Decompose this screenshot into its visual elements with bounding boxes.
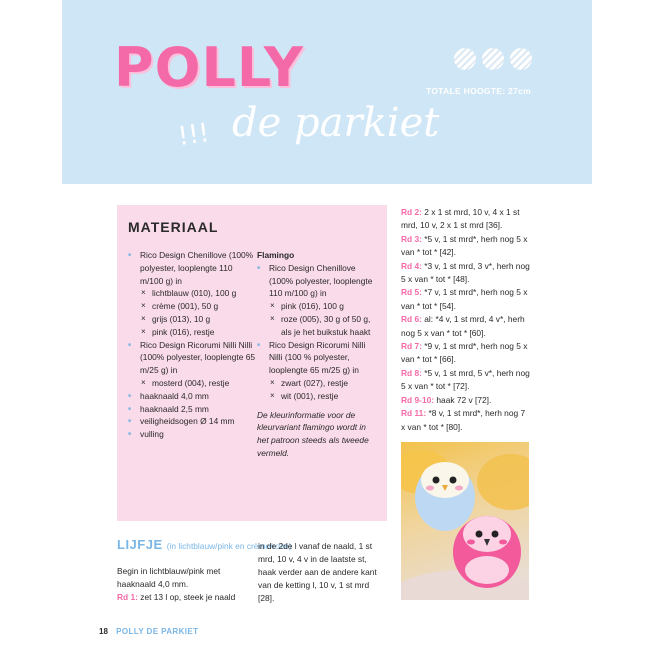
lijfje-continued: in de 2de l vanaf de naald, 1 st mrd, 10 v, 4 v in de laatste st, haak verder aan de andere kant van de ketting l, 10 v, 1 st mrd [28]. bbox=[258, 541, 377, 603]
material-subitem: × mosterd (004), restje bbox=[128, 377, 258, 390]
step-label: Rd 3: bbox=[401, 233, 422, 244]
lijfje-rd1 bbox=[117, 591, 247, 604]
material-subitem: × pink (016), 100 g bbox=[257, 300, 379, 313]
total-height-label: TOTALE HOOGTE: 27cm bbox=[426, 86, 532, 96]
material-box bbox=[117, 205, 387, 521]
lijfje-intro-text: Begin in lichtblauw/pink met haaknaald 4,0 mm. bbox=[117, 566, 221, 589]
material-item: ■ haaknaald 2,5 mm bbox=[128, 403, 258, 416]
yarn-ball-icon bbox=[482, 48, 504, 70]
yarn-balls bbox=[454, 48, 532, 70]
material-item: ■ vulling bbox=[128, 428, 258, 441]
material-item: ■ veiligheidsogen Ø 14 mm bbox=[128, 415, 258, 428]
material-item: ■ Rico Design Chenillove (100% polyester, looplengte 110 m/100 g) in bbox=[128, 249, 258, 287]
material-subitem: × pink (016), restje bbox=[128, 326, 258, 339]
yarn-ball-icon bbox=[510, 48, 532, 70]
step-row bbox=[401, 286, 531, 313]
step-row bbox=[401, 394, 531, 407]
step-row bbox=[401, 313, 531, 340]
lijfje-intro bbox=[117, 553, 247, 604]
material-list-right bbox=[257, 249, 379, 460]
step-label: Rd 1: bbox=[117, 592, 138, 602]
material-item: ■ Rico Design Ricorumi Nilli Nilli (100% polyester, looplengte 65 m/25 g) in bbox=[128, 339, 258, 377]
page-footer bbox=[99, 627, 198, 636]
step-text: *5 v, 1 st mrd*, herh nog 5 x van * tot * [42]. bbox=[401, 233, 528, 258]
material-item: ■ haaknaald 4,0 mm bbox=[128, 390, 258, 403]
step-text: *7 v, 1 st mrd*, herh nog 5 x van * tot * [54]. bbox=[401, 287, 528, 311]
lijfje-title: LIJFJE bbox=[117, 537, 163, 552]
material-item: ■ Rico Design Chenillove (100% polyester, looplengte 110 m/100 g) in bbox=[257, 262, 379, 300]
step-label: Rd 11: bbox=[401, 408, 427, 419]
pattern-steps bbox=[401, 206, 531, 434]
step-row bbox=[401, 233, 531, 260]
material-subitem: × lichtblauw (010), 100 g bbox=[128, 287, 258, 300]
color-note: De kleurinformatie voor de kleurvariant flamingo wordt in het patroon steeds als tweede vermeld. bbox=[257, 409, 369, 458]
step-text: *9 v, 1 st mrd*, herh nog 5 x van * tot * [66]. bbox=[401, 341, 528, 365]
step-text: haak 72 v [72]. bbox=[436, 394, 492, 405]
flamingo-heading: Flamingo bbox=[257, 250, 295, 260]
material-list-left bbox=[128, 249, 258, 441]
step-text: zet 13 l op, steek je naald bbox=[140, 592, 236, 602]
step-text: *5 v, 1 st mrd, 5 v*, herh nog 5 x van * tot * [72]. bbox=[401, 367, 530, 392]
step-label: Rd 8: bbox=[401, 367, 422, 378]
step-row bbox=[401, 407, 531, 434]
material-subitem: × grijs (013), 10 g bbox=[128, 313, 258, 326]
step-label: Rd 7: bbox=[401, 341, 422, 352]
step-row bbox=[401, 206, 531, 233]
page-subtitle: de parkiet bbox=[232, 100, 440, 146]
step-label: Rd 2: bbox=[401, 207, 422, 217]
material-item: ■ Rico Design Ricorumi Nilli Nilli (100 % polyester, looplengte 65 m/25 g) in bbox=[257, 339, 379, 377]
step-label: Rd 6: bbox=[401, 314, 422, 325]
step-label: Rd 5: bbox=[401, 287, 422, 298]
sparkle-decoration-icon: !!! bbox=[176, 117, 212, 153]
step-text: *8 v, 1 st mrd*, herh nog 7 x van * tot * [80]. bbox=[401, 408, 526, 432]
step-row bbox=[401, 260, 531, 287]
header-banner bbox=[62, 0, 592, 184]
parakeet-illustration bbox=[401, 442, 529, 600]
material-subitem: × zwart (027), restje bbox=[257, 377, 379, 390]
footer-title: POLLY DE PARKIET bbox=[116, 627, 199, 636]
material-heading: MATERIAAL bbox=[128, 219, 219, 235]
step-text: 2 x 1 st mrd, 10 v, 4 x 1 st mrd, 10 v, 2 x 1 st mrd [36]. bbox=[401, 207, 520, 231]
material-subitem: × crème (001), 50 g bbox=[128, 300, 258, 313]
parakeet-photo bbox=[401, 442, 529, 600]
page-number: 18 bbox=[99, 627, 108, 636]
step-label: Rd 9-10: bbox=[401, 394, 435, 405]
material-subitem: × wit (001), restje bbox=[257, 390, 379, 403]
step-row bbox=[401, 340, 531, 367]
step-row bbox=[401, 367, 531, 394]
step-text: *3 v, 1 st mrd, 3 v*, herh nog 5 x van * tot * [48]. bbox=[401, 260, 530, 285]
lijfje-subtitle: (in lichtblauw/pink en crème/roze) bbox=[166, 541, 292, 551]
step-text: al: *4 v, 1 st mrd, 4 v*, herh nog 5 x van * tot * [60]. bbox=[401, 314, 525, 338]
material-subitem: × roze (005), 30 g of 50 g, als je het buikstuk haakt bbox=[257, 313, 379, 339]
page-title: POLLY bbox=[114, 36, 304, 99]
yarn-ball-icon bbox=[454, 48, 476, 70]
step-label: Rd 4: bbox=[401, 260, 422, 271]
